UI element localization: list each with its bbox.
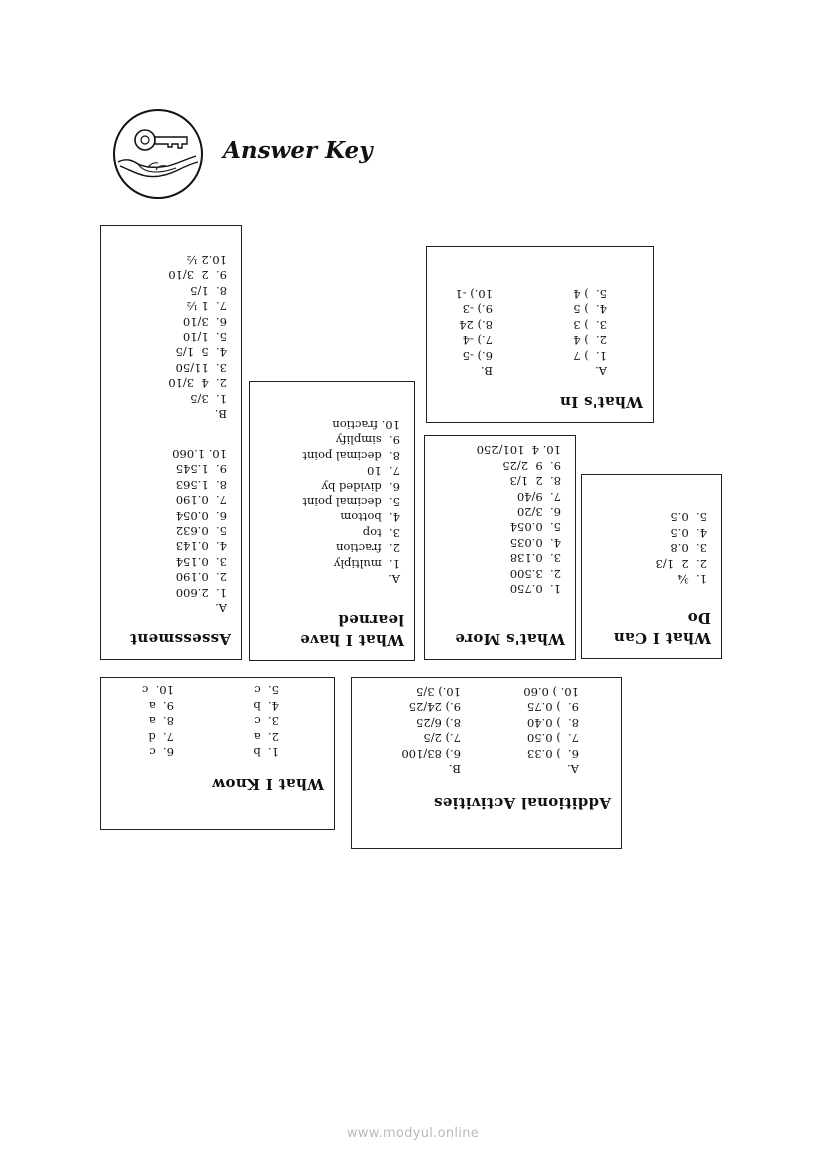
answer-line: 8. a <box>148 714 174 729</box>
answer-line: 6.) -5 <box>462 348 493 363</box>
answer-line: 1. 3/5 <box>190 391 227 406</box>
answer-line: 7.) 2/5 <box>423 731 461 746</box>
answer-line: 10.2 ½ <box>186 252 227 267</box>
box-title: What I Can <box>613 629 711 647</box>
answer-line: 6.) 83/100 <box>401 746 461 761</box>
answer-line: 3. ) 3 <box>573 317 607 332</box>
answer-line: 2. fraction <box>336 541 400 556</box>
section-label: A. <box>567 762 579 776</box>
assessment-box <box>100 225 242 660</box>
answer-line: 8.) 6/25 <box>416 715 461 730</box>
box-title: learned <box>338 611 404 629</box>
answer-line: 10. ) 0.60 <box>523 684 579 699</box>
answer-line: 8. ) 0.40 <box>526 715 579 730</box>
whats-in-column-b <box>455 286 493 378</box>
learned-answers <box>302 417 400 586</box>
section-label: B. <box>448 762 461 776</box>
section-label: A. <box>388 572 400 586</box>
answer-line: 3. 0.8 <box>670 541 707 556</box>
what-i-have-learned-box <box>249 381 415 661</box>
additional-column-a <box>523 684 579 776</box>
section-label: A. <box>595 364 607 378</box>
answer-line: 9.) -3 <box>462 302 493 317</box>
answer-line: 4. 5 1/5 <box>175 345 227 360</box>
answer-line: 1. ) 7 <box>573 348 607 363</box>
answer-line: 3. top <box>362 525 400 540</box>
answer-line: 2. 0.190 <box>175 570 227 585</box>
answer-line: 3. c <box>254 714 279 729</box>
answer-line: 6. ) 0.33 <box>526 746 579 761</box>
answer-line: 3. 0.154 <box>175 554 227 569</box>
answer-line: 4. bottom <box>340 510 400 525</box>
answer-line: 10. c <box>141 683 174 698</box>
answer-line: 1. multiply <box>333 556 400 571</box>
answer-line: 7. d <box>148 729 174 744</box>
answer-line: 4. 0.035 <box>509 535 561 550</box>
answer-line: 7. 1 ½ <box>186 299 227 314</box>
answer-line: 10. fraction <box>332 417 400 432</box>
box-title: Assessment <box>129 630 231 648</box>
answer-line: 4. b <box>253 698 279 713</box>
answer-line: 8.) 24 <box>459 317 493 332</box>
answer-line: 3. 0.138 <box>509 551 561 566</box>
answer-line: 2. 2 1/3 <box>655 556 707 571</box>
answer-line: 10.) -1 <box>455 286 493 301</box>
box-title: Additional Activities <box>433 794 611 812</box>
answer-line: 9. a <box>148 698 174 713</box>
box-title: What I Know <box>211 775 324 793</box>
answer-line: 1. 0.750 <box>509 582 561 596</box>
more-answers <box>477 442 561 596</box>
answer-line: 8. 1/5 <box>190 283 227 298</box>
answer-line: 10. 1.060 <box>172 446 227 461</box>
answer-line: 1. ¾ <box>677 572 707 586</box>
assessment-section-b <box>168 252 227 421</box>
answer-line: 5. decimal point <box>302 494 400 509</box>
additional-column-b <box>401 684 461 776</box>
box-title: Do <box>687 609 711 627</box>
what-i-can-do-box <box>581 474 722 659</box>
answer-line: 1. b <box>253 745 279 759</box>
answer-line: 2. 4 3/10 <box>168 376 227 391</box>
answer-line: 9. 9 2/25 <box>502 458 561 473</box>
answer-line: 7. 10 <box>367 464 400 479</box>
answer-line: 6. divided by <box>321 479 400 494</box>
section-label: B. <box>480 364 493 378</box>
answer-line: 2. a <box>253 729 279 744</box>
answer-line: 10.) 3/5 <box>416 684 461 699</box>
whats-more-box <box>424 435 576 660</box>
answer-line: 5. ) 4 <box>573 286 607 301</box>
footer-watermark: www.modyul.online <box>346 1126 480 1141</box>
additional-activities-box <box>351 677 622 849</box>
assessment-section-a <box>172 446 227 615</box>
whats-in-column-a <box>573 286 607 378</box>
answer-line: 9. 1.545 <box>175 462 227 477</box>
page-title: Answer Key <box>223 137 373 164</box>
answer-line: 5. 0.5 <box>670 510 707 525</box>
answer-line: 10. 4 101/250 <box>476 443 561 458</box>
answer-line: 4. ) 5 <box>573 302 607 317</box>
answer-line: 3. 11/50 <box>175 360 227 375</box>
whats-in-box <box>426 246 654 423</box>
know-column-a <box>253 682 279 759</box>
answer-line: 4. 0.143 <box>175 539 227 554</box>
answer-line: 1. 2.600 <box>175 585 227 600</box>
answer-line: 5. 1/10 <box>182 329 227 344</box>
answer-line: 7.) -4 <box>462 333 493 348</box>
answer-line: 6. 3/20 <box>516 504 561 519</box>
answer-line: 4. 0.5 <box>670 525 707 540</box>
answer-line: 8. 1.563 <box>175 477 227 492</box>
box-title: What's In <box>559 393 643 411</box>
answer-line: 7. ) 0.50 <box>526 731 579 746</box>
answer-line: 5. 0.632 <box>175 523 227 538</box>
can-do-answers <box>656 509 707 586</box>
answer-line: 9. simplify <box>335 433 400 448</box>
answer-key-icon <box>112 108 204 200</box>
what-i-know-box <box>100 677 335 830</box>
answer-line: 9.) 24/25 <box>408 700 461 715</box>
answer-line: 2. ) 4 <box>573 333 607 348</box>
section-label: A. <box>215 601 227 615</box>
answer-line: 2. 3.500 <box>509 566 561 581</box>
answer-line: 5. c <box>254 683 279 698</box>
answer-line: 6. c <box>149 745 174 759</box>
know-column-b <box>142 682 174 759</box>
box-title: What's More <box>454 630 565 648</box>
answer-line: 5. 0.054 <box>509 520 561 535</box>
answer-line: 8. 2 1/3 <box>509 474 561 489</box>
answer-line: 9. ) 0.75 <box>526 700 579 715</box>
answer-line: 6. 3/10 <box>182 314 227 329</box>
answer-line: 7. 0.190 <box>175 493 227 508</box>
box-title: What I have <box>299 631 404 649</box>
answer-line: 7. 9/40 <box>516 489 561 504</box>
answer-line: 6. 0.054 <box>175 508 227 523</box>
section-label: B. <box>214 407 227 421</box>
answer-line: 8. decimal point <box>302 448 400 463</box>
answer-line: 9. 2 3/10 <box>168 268 227 283</box>
